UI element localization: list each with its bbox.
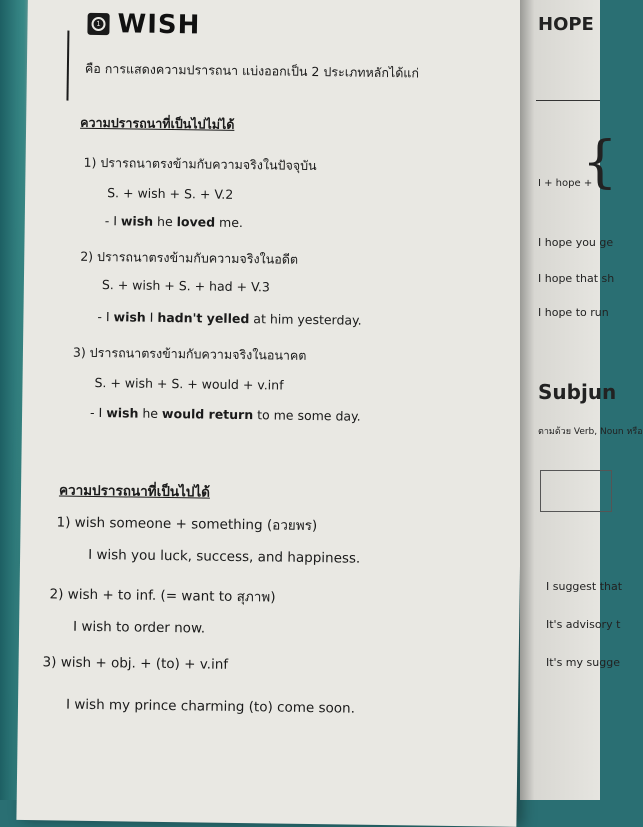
s1-item3-example: - I wish he would return to me some day. — [90, 404, 361, 424]
s1-item1-label: 1) ปรารถนาตรงข้ามกับความจริงในปัจจุบัน — [83, 154, 317, 174]
s1-item2-formula: S. + wish + S. + had + V.3 — [101, 277, 270, 295]
page-margin-line — [66, 31, 69, 101]
hope-title: HOPE — [538, 14, 594, 35]
intro-text: คือ การแสดงความปรารถนา แบ่งออกเป็น 2 ประเภทหลักได้แก่ — [84, 60, 420, 81]
s2-item3-label: 3) wish + obj. + (to) + v.inf — [42, 654, 229, 673]
subjunctive-note: ตามด้วย Verb, Noun หรือ — [538, 427, 643, 437]
left-page — [16, 0, 528, 827]
suggest-example-3: It's my sugge — [546, 656, 620, 669]
brace-icon: { — [582, 130, 618, 195]
s2-item1-label: 1) wish someone + something (อวยพร) — [56, 514, 318, 535]
section2-heading: ความปรารถนาที่เป็นไปได้ — [58, 482, 211, 501]
suggest-example-2: It's advisory t — [546, 618, 621, 631]
hope-example-3: I hope to run — [538, 306, 609, 319]
s2-item1-example: I wish you luck, success, and happiness. — [88, 546, 361, 567]
hope-example-2: I hope that sh — [538, 272, 615, 285]
suggest-example-1: I suggest that — [546, 580, 623, 593]
s1-item3-label: 3) ปรารถนาตรงข้ามกับความจริงในอนาคต — [72, 344, 307, 363]
hope-example-1: I hope you ge — [538, 236, 614, 249]
right-divider — [536, 100, 600, 101]
s2-item2-example: I wish to order now. — [73, 618, 206, 637]
right-page — [520, 0, 643, 800]
s1-item1-formula: S. + wish + S. + V.2 — [107, 185, 234, 202]
subjunctive-title: Subjun — [538, 380, 617, 404]
s1-item2-example: - I wish I hadn't yelled at him yesterday. — [97, 309, 362, 328]
hope-formula: I + hope + — [538, 178, 593, 189]
s1-item2-label: 2) ปรารถนาตรงข้ามกับความจริงในอดีต — [80, 248, 299, 267]
s2-item2-label: 2) wish + to inf. (= want to สุภาพ) — [49, 586, 276, 606]
section1-heading: ความปรารถนาที่เป็นไปไม่ได้ — [80, 114, 235, 132]
right-formula-box — [540, 470, 612, 512]
section-title-row — [87, 9, 200, 41]
chapter-badge-icon: 1 — [87, 13, 109, 35]
s1-item1-example: - I wish he loved me. — [104, 213, 244, 231]
page-title: WISH — [117, 9, 201, 41]
s1-item3-formula: S. + wish + S. + would + v.inf — [94, 374, 284, 393]
s2-item3-example: I wish my prince charming (to) come soon. — [65, 696, 356, 717]
